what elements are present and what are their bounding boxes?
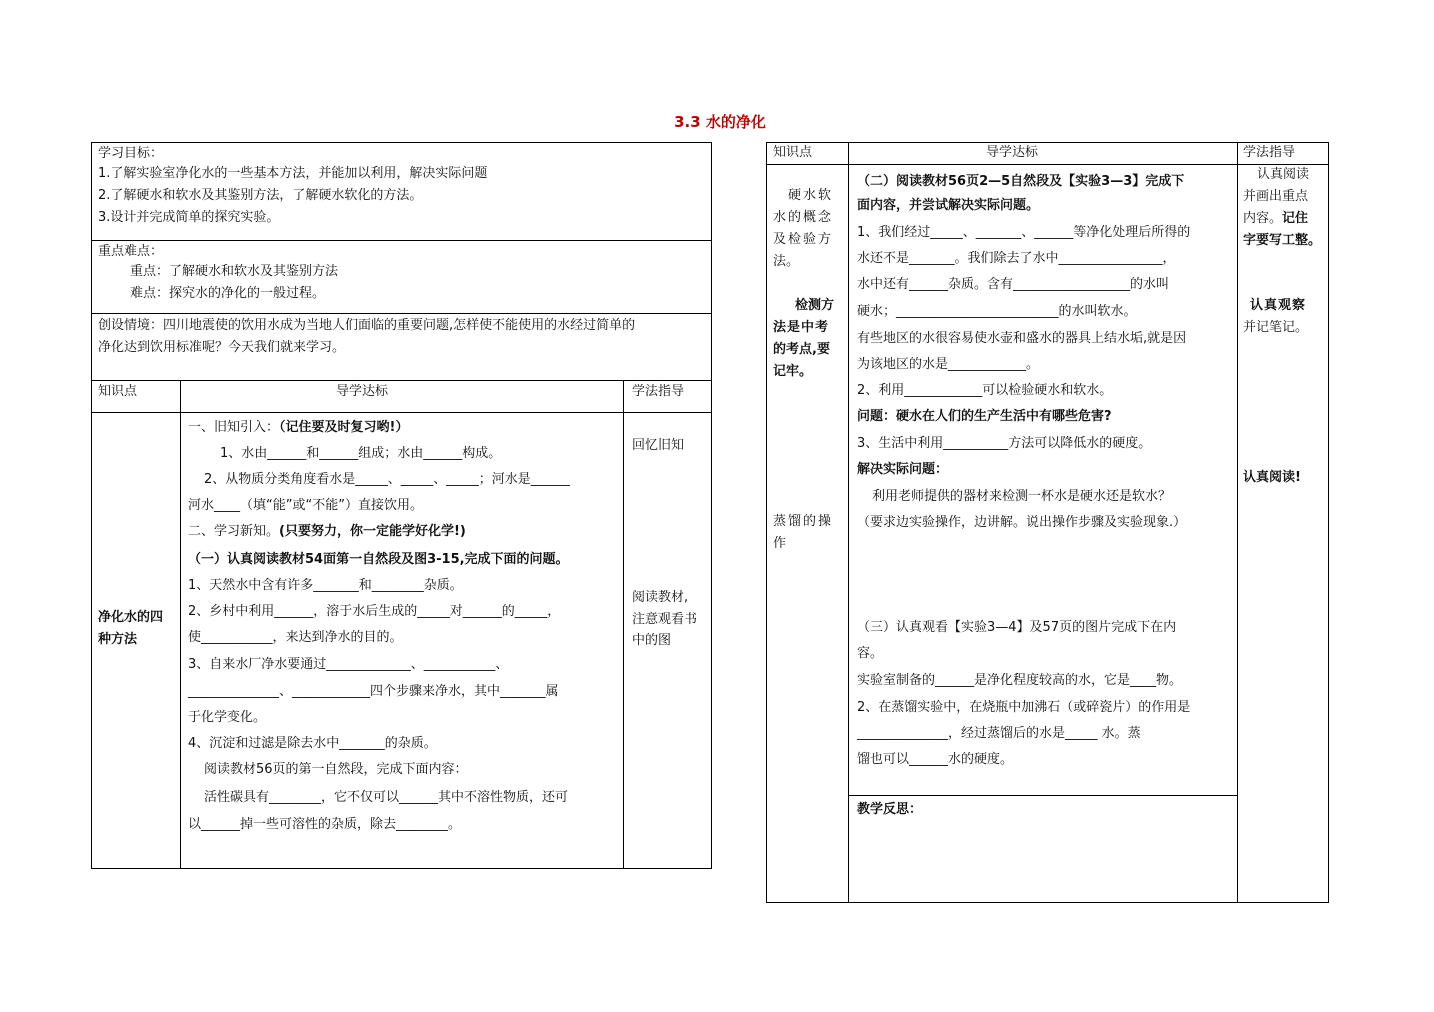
topic-hard-soft: 硬水软 [788, 188, 834, 203]
topic-line-2: 种方法 [98, 632, 138, 647]
topic-exam: 的考点,要 [773, 342, 830, 357]
topic-hard-soft: 水的概念 [773, 210, 834, 225]
guide-line: （一）认真阅读教材54面第一自然段及图3-15,完成下面的问题。 [188, 552, 569, 567]
col-guide: 导学达标 [986, 145, 1039, 160]
tip-read-2: 注意观看书 [632, 612, 698, 627]
topic-hard-soft: 及检验方 [773, 232, 834, 247]
tip-observe: 认真观察 [1250, 298, 1307, 313]
col-knowledge: 知识点 [773, 145, 813, 160]
guide-line: ______________，经过蒸馏后的水是_____ 水。蒸 [857, 726, 1141, 741]
guide-line: 于化学变化。 [188, 710, 267, 725]
guide-line: 实验室制备的______是净化程度较高的水，它是____物。 [857, 673, 1183, 688]
goals-label: 学习目标： [98, 146, 164, 161]
guide-line: 容。 [857, 646, 884, 661]
col-method: 学法指导 [632, 384, 685, 399]
teaching-reflection: 教学反思： [857, 802, 923, 817]
topic-hard-soft: 法。 [773, 254, 800, 269]
guide-line: 使___________，来达到净水的目的。 [188, 630, 403, 645]
guide-line: 3、生活中利用__________方法可以降低水的硬度。 [857, 436, 1152, 451]
scenario-line-1: 创设情境：四川地震使的饮用水成为当地人们面临的重要问题,怎样使不能使用的水经过简单的 [98, 318, 636, 333]
guide-line: ______________、____________四个步骤来净水，其中_______属 [188, 684, 559, 699]
key-label: 重点难点： [98, 244, 164, 259]
guide-line: 1、水由______和______组成；水由______构成。 [220, 446, 502, 461]
topic-exam: 法是中考 [773, 320, 830, 335]
guide-line: 4、沉淀和过滤是除去水中_______的杂质。 [188, 736, 437, 751]
guide-line: 1、天然水中含有许多_______和________杂质。 [188, 578, 463, 593]
scenario-line-2: 净化达到饮用标准呢？今天我们就来学习。 [98, 340, 346, 355]
guide-line: 为该地区的水是____________。 [857, 357, 1040, 372]
tip-observe: 并记笔记。 [1243, 320, 1309, 335]
guide-line: 一、旧知引入：（记住要及时复习哟!） [188, 420, 409, 435]
guide-line: 二、学习新知。(只要努力，你一定能学好化学!) [188, 524, 466, 539]
goal-2: 2.了解硬水和软水及其鉴别方法，了解硬水软化的方法。 [98, 188, 423, 203]
tip-read-3: 中的图 [632, 633, 672, 648]
goal-1: 1.了解实验室净化水的一些基本方法，并能加以利用，解决实际问题 [98, 166, 488, 181]
tip-read-carefully: 认真阅读! [1243, 470, 1301, 485]
guide-line: 2、从物质分类角度看水是_____、_____、_____；河水是______ [204, 472, 570, 487]
tip-read: 字要写工整。 [1243, 233, 1322, 248]
guide-line: 水还不是_______。我们除去了水中________________， [857, 251, 1176, 266]
tip-read: 认真阅读 [1257, 167, 1310, 182]
guide-line: （要求边实验操作，边讲解。说出操作步骤及实验现象.） [857, 515, 1187, 530]
guide-line: 2、在蒸馏实验中，在烧瓶中加沸石（或碎瓷片）的作用是 [857, 700, 1191, 715]
tip-read-1: 阅读教材, [632, 590, 689, 605]
guide-line: （二）阅读教材56页2—5自然段及【实验3—3】完成下 [857, 174, 1185, 189]
goal-3: 3.设计并完成简单的探究实验。 [98, 210, 280, 225]
key-point: 重点：了解硬水和软水及其鉴别方法 [130, 264, 339, 279]
guide-line: 问题：硬水在人们的生产生活中有哪些危害? [857, 409, 1112, 424]
guide-line: 2、乡村中利用______，溶于水后生成的_____对______的_____， [188, 604, 561, 619]
topic-distill: 蒸馏的操 [773, 514, 834, 529]
guide-line: 阅读教材56页的第一自然段，完成下面内容： [204, 762, 468, 777]
col-guide: 导学达标 [336, 384, 389, 399]
tip-read: 并画出重点 [1243, 189, 1309, 204]
guide-line: 面内容，并尝试解决实际问题。 [857, 198, 1040, 213]
guide-line: 解决实际问题： [857, 462, 949, 477]
difficulty: 难点：探究水的净化的一般过程。 [130, 286, 326, 301]
guide-line: 1、我们经过_____、_______、______等净化处理后所得的 [857, 225, 1191, 240]
guide-line: 以______掉一些可溶性的杂质，除去________。 [188, 817, 462, 832]
tip-recall: 回忆旧知 [632, 438, 685, 453]
guide-line: 利用老师提供的器材来检测一杯水是硬水还是软水？ [872, 489, 1172, 504]
guide-line: 河水____（填“能”或“不能”）直接饮用。 [188, 498, 423, 513]
page-title: 3.3 水的净化 [674, 113, 766, 131]
col-knowledge: 知识点 [98, 384, 138, 399]
guide-line: 2、利用____________可以检验硬水和软水。 [857, 383, 1113, 398]
tip-read: 内容。记住 [1243, 211, 1309, 226]
topic-exam: 检测方 [795, 298, 835, 313]
guide-line: 3、自来水厂净水要通过_____________、___________、 [188, 657, 509, 672]
guide-line: 馏也可以______水的硬度。 [857, 752, 1014, 767]
guide-line: 活性碳具有________，它不仅可以______其中不溶性物质，还可 [204, 790, 569, 805]
guide-line: 硬水；_________________________的水叫软水。 [857, 304, 1137, 319]
topic-distill: 作 [773, 536, 787, 551]
topic-line-1: 净化水的四 [98, 610, 164, 625]
guide-line: 水中还有______杂质。含有__________________的水叫 [857, 277, 1170, 292]
guide-line: 有些地区的水很容易使水壶和盛水的器具上结水垢,就是因 [857, 331, 1187, 346]
topic-exam: 记牢。 [773, 364, 813, 379]
guide-line: （三）认真观看【实验3—4】及57页的图片完成下在内 [857, 620, 1177, 635]
col-method: 学法指导 [1243, 145, 1296, 160]
